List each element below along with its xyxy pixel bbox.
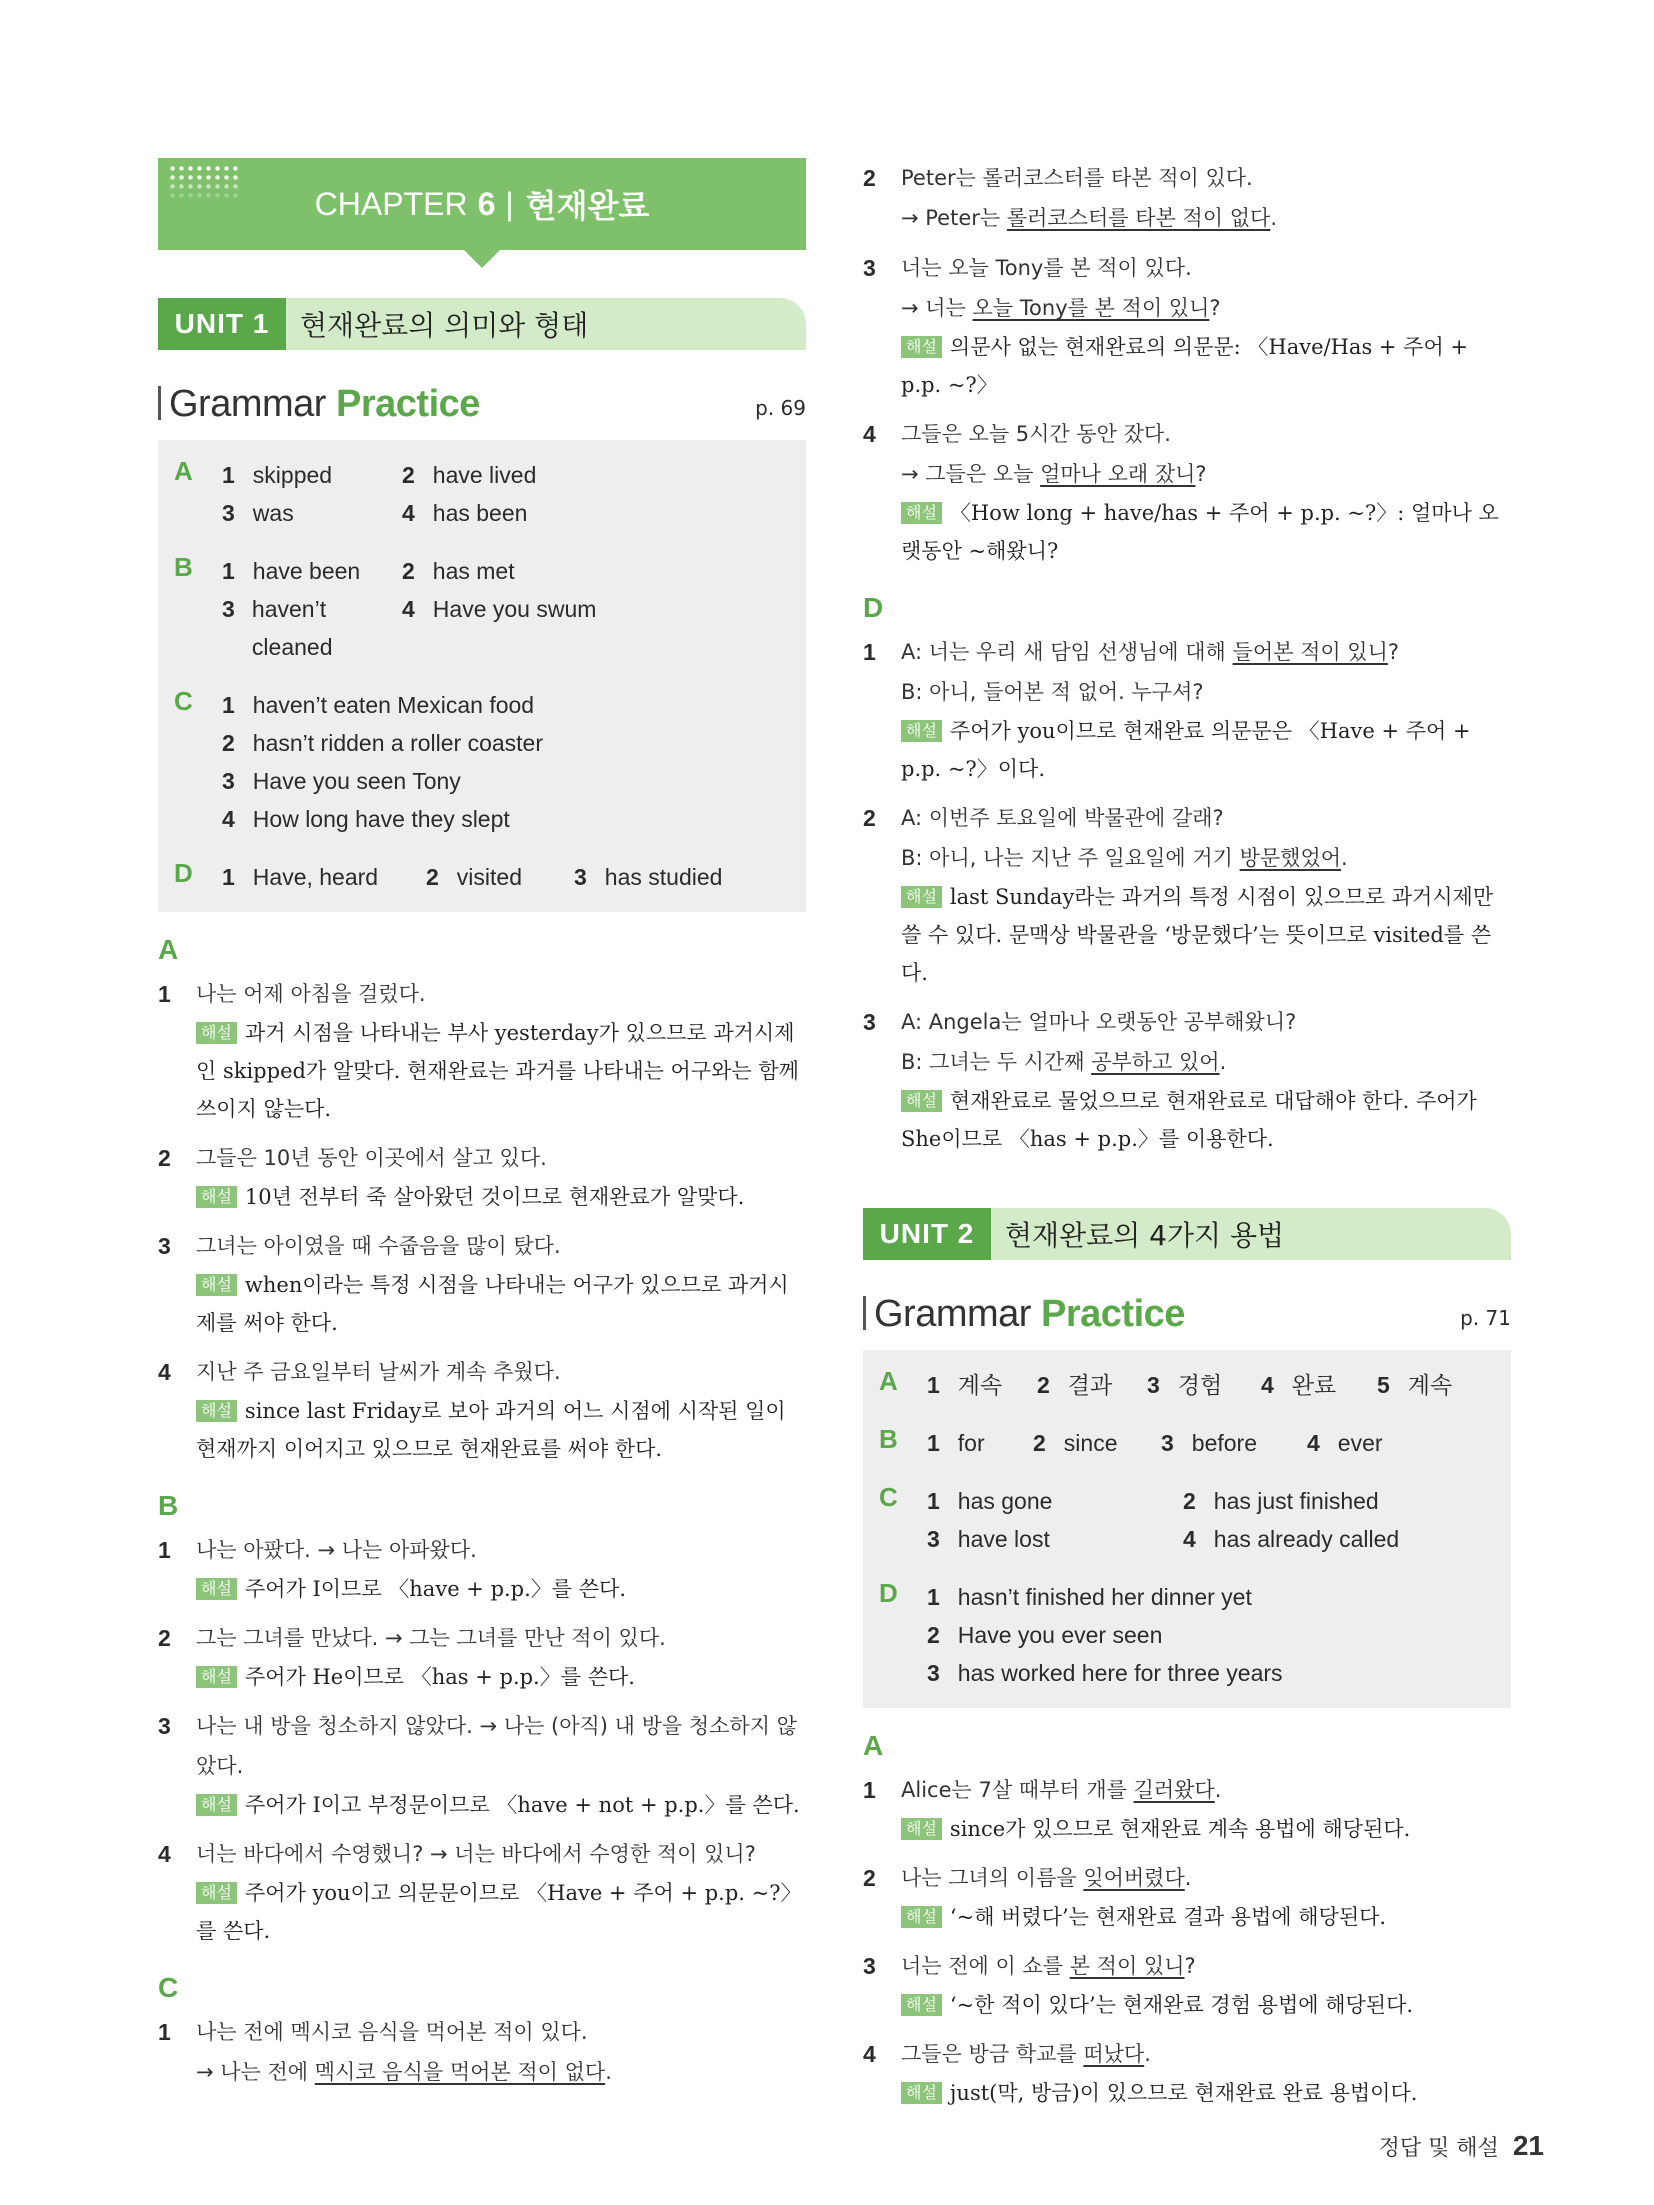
explanation-text: 주어가 I이고 부정문이므로 〈have + not + p.p.〉를 쓴다.: [244, 1793, 800, 1817]
group-label: B: [879, 1424, 898, 1454]
explanation-item: [863, 2034, 1511, 2112]
answer-group-d: [174, 858, 788, 896]
answer-group-b: [174, 552, 788, 666]
explanation-badge: 해설: [196, 1794, 237, 1816]
page-number: 21: [1512, 2130, 1544, 2161]
item-number: 2: [158, 1625, 171, 1651]
dialogue-line: B: 아니, 들어본 적 없어. 누구셔?: [901, 680, 1204, 704]
unit1-header: [158, 298, 806, 350]
explanation-item: [863, 632, 1511, 788]
underlined-answer: 떠났다: [1083, 2042, 1145, 2066]
footer-label: 정답 및 해설: [1378, 2136, 1499, 2161]
item-number: 3: [927, 1526, 940, 1552]
explanation-item: [158, 1226, 806, 1342]
item-number: 1: [158, 981, 171, 1007]
sentence-part: ?: [1184, 1954, 1196, 1978]
group-label: C: [174, 686, 193, 716]
explanation-item: [158, 1834, 806, 1950]
explanation-badge: 해설: [901, 886, 942, 908]
sentence-part: .: [605, 2060, 612, 2084]
item-number: 3: [863, 1953, 876, 1979]
explanation: [901, 878, 1511, 992]
korean-sentence: 그들은 오늘 5시간 동안 잤다.: [901, 422, 1171, 446]
explanation-text: last Sunday라는 과거의 특정 시점이 있으므로 과거시제만 쓸 수 있다. 문맥상 박물관을 ‘방문했다’는 뜻이므로 visited를 쓴다.: [901, 885, 1494, 985]
unit2-page-ref: p. 71: [1460, 1306, 1511, 1330]
banner-notch: [464, 250, 500, 268]
sentence-part: .: [1144, 2042, 1151, 2066]
explanation-badge: 해설: [196, 1400, 237, 1422]
item-number: 4: [863, 421, 876, 447]
explanation-item: [158, 2012, 806, 2092]
heading-bar: [158, 386, 161, 420]
left-column: [158, 158, 806, 2102]
explanation-text: 〈How long + have/has + 주어 + p.p. ~?〉: 얼마나 오랫동안 ~해왔니?: [901, 501, 1499, 563]
explanation-item: [863, 248, 1511, 404]
underlined-answer: 본 적이 있니: [1069, 1954, 1185, 1978]
page-footer: [1379, 2130, 1544, 2162]
item-number: 3: [927, 1660, 940, 1686]
item-number: 3: [574, 864, 587, 890]
unit2-grammar-practice-heading: [863, 1286, 1511, 1336]
item-number: 4: [1261, 1372, 1274, 1398]
explanation-badge: 해설: [901, 502, 942, 524]
sentence-part: → 나는 전에: [196, 2060, 315, 2084]
item-number: 2: [426, 864, 439, 890]
explanation: [196, 1874, 806, 1950]
underlined-answer: 길러왔다: [1133, 1778, 1215, 1802]
converted-sentence: [901, 454, 1511, 494]
answer-group-a: [879, 1366, 1493, 1404]
right-column: [863, 158, 1511, 2122]
explanation-badge: 해설: [196, 1666, 237, 1688]
korean-sentence: 나는 어제 아침을 걸렀다.: [196, 982, 426, 1006]
korean-sentence: [901, 1770, 1511, 1810]
item-number: 1: [927, 1488, 940, 1514]
item-number: 2: [863, 1865, 876, 1891]
underlined-answer: 방문했었어: [1239, 846, 1342, 870]
answer-text: since: [1063, 1430, 1118, 1456]
underlined-answer: 공부하고 있어: [1091, 1050, 1220, 1074]
item-number: 3: [222, 596, 235, 622]
explanation: [901, 712, 1511, 788]
underlined-answer: 멕시코 음식을 먹어본 적이 없다: [314, 2060, 606, 2084]
answer-text: Have you seen Tony: [252, 768, 461, 794]
gp-word-grammar: Grammar: [169, 383, 326, 425]
sentence-part: .: [1184, 1866, 1192, 1890]
answer-text: hasn’t finished her dinner yet: [957, 1584, 1252, 1610]
explanation-item: [863, 414, 1511, 570]
item-number: 3: [158, 1233, 171, 1259]
korean-sentence: 너는 바다에서 수영했니? → 너는 바다에서 수영한 적이 있니?: [196, 1842, 756, 1866]
explanation: [901, 328, 1511, 404]
explanation: [901, 1810, 1511, 1848]
answer-text: 계속: [957, 1372, 1003, 1398]
korean-sentence: 지난 주 금요일부터 날씨가 계속 추웠다.: [196, 1360, 561, 1384]
explanation-text: 현재완료로 물었으므로 현재완료로 대답해야 한다. 주어가 She이므로 〈has + p.p.〉를 이용한다.: [901, 1089, 1477, 1151]
explanation-badge: 해설: [196, 1882, 237, 1904]
explanation: [196, 1266, 806, 1342]
explanation-badge: 해설: [196, 1274, 237, 1296]
explanation: [901, 1898, 1511, 1936]
explanation: [196, 1014, 806, 1128]
answer-text: Have you swum: [432, 596, 597, 622]
sentence-part: .: [1270, 206, 1278, 230]
unit2-header: [863, 1208, 1511, 1260]
explanation: [196, 1178, 806, 1216]
explanation-item: [863, 1858, 1511, 1936]
gp-word-practice: Practice: [1041, 1293, 1185, 1335]
answer-group-d: [879, 1578, 1493, 1692]
group-label: A: [174, 456, 193, 486]
explanation-item: [158, 1618, 806, 1696]
chapter-separator: |: [505, 185, 514, 222]
explanation-item: [863, 158, 1511, 238]
unit1-tag: UNIT 1: [158, 298, 286, 350]
sentence-part: ?: [1387, 640, 1400, 664]
explanation-badge: 해설: [901, 1994, 942, 2016]
item-number: 2: [402, 558, 415, 584]
sentence-part: Alice는 7살 때부터 개를: [901, 1778, 1134, 1802]
answer-text: have lost: [957, 1526, 1050, 1552]
answer-text: for: [957, 1430, 985, 1456]
answer-group-c: [879, 1482, 1493, 1558]
explanation-badge: 해설: [901, 1090, 942, 1112]
gp-word-practice: Practice: [336, 383, 480, 425]
explanation-badge: 해설: [901, 720, 942, 742]
sentence-part: A: 너는 우리 새 담임 선생님에 대해: [901, 640, 1233, 664]
item-number: 1: [927, 1430, 940, 1456]
korean-sentence: 그들은 10년 동안 이곳에서 살고 있다.: [196, 1146, 547, 1170]
explanation-item: [158, 974, 806, 1128]
answer-text: has met: [432, 558, 515, 584]
dialogue-line: A: Angela는 얼마나 오랫동안 공부해왔니?: [901, 1010, 1297, 1034]
explanation-item: [863, 1002, 1511, 1158]
item-number: 3: [863, 255, 876, 281]
answer-text: has been: [432, 500, 528, 526]
korean-sentence: [901, 1946, 1511, 1986]
item-number: 2: [1033, 1430, 1046, 1456]
sentence-part: ?: [1209, 296, 1221, 320]
section-b-label: B: [158, 1490, 179, 1521]
group-label: D: [174, 858, 193, 888]
item-number: 3: [158, 1713, 171, 1739]
item-number: 1: [222, 864, 235, 890]
item-number: 3: [863, 1009, 876, 1035]
korean-sentence: 그는 그녀를 만났다. → 그는 그녀를 만난 적이 있다.: [196, 1626, 666, 1650]
chapter-number: 6: [477, 185, 496, 222]
explanation-text: when이라는 특정 시점을 나타내는 어구가 있으므로 과거시제를 써야 한다.: [196, 1273, 789, 1335]
korean-sentence: Peter는 롤러코스터를 타본 적이 있다.: [901, 166, 1253, 190]
explanation: [901, 1986, 1511, 2024]
answer-text: has worked here for three years: [957, 1660, 1283, 1686]
group-label: B: [174, 552, 193, 582]
item-number: 1: [927, 1372, 940, 1398]
answer-text: has gone: [957, 1488, 1053, 1514]
item-number: 2: [1183, 1488, 1196, 1514]
dialogue-line: A: 이번주 토요일에 박물관에 갈래?: [901, 806, 1224, 830]
answer-text: have lived: [432, 462, 537, 488]
item-number: 4: [222, 806, 235, 832]
answer-text: has studied: [604, 864, 723, 890]
gp-word-grammar: Grammar: [874, 1293, 1031, 1335]
explanation-text: ‘~한 적이 있다’는 현재완료 경험 용법에 해당된다.: [949, 1993, 1414, 2017]
item-number: 2: [1037, 1372, 1050, 1398]
sentence-part: → Peter는: [901, 206, 1007, 230]
explanation-text: since last Friday로 보아 과거의 어느 시점에 시작된 일이 현재까지 이어지고 있으므로 현재완료를 써야 한다.: [196, 1399, 786, 1461]
answer-text: has already called: [1213, 1526, 1400, 1552]
dialogue-line: [901, 838, 1511, 878]
answer-text: haven’t cleaned: [251, 596, 333, 660]
converted-sentence: [196, 2052, 806, 2092]
explanation: [196, 1570, 806, 1608]
item-number: 3: [1147, 1372, 1160, 1398]
answer-text: ever: [1337, 1430, 1383, 1456]
explanation-text: 의문사 없는 현재완료의 의문문: 〈Have/Has + 주어 + p.p. ~?〉: [901, 335, 1469, 397]
sentence-part: B: 그녀는 두 시간째: [901, 1050, 1092, 1074]
korean-sentence: 너는 오늘 Tony를 본 적이 있다.: [901, 256, 1192, 280]
explanation-badge: 해설: [901, 336, 942, 358]
explanation: [196, 1786, 806, 1824]
item-number: 3: [222, 768, 235, 794]
answer-text: haven’t eaten Mexican food: [252, 692, 535, 718]
answer-text: 계속: [1407, 1372, 1453, 1398]
group-label: D: [879, 1578, 898, 1608]
item-number: 4: [863, 2041, 876, 2067]
explanation-badge: 해설: [901, 1906, 942, 1928]
sentence-part: 너는 전에 이 쇼를: [901, 1954, 1070, 1978]
item-number: 1: [222, 462, 235, 488]
unit2-tag: UNIT 2: [863, 1208, 991, 1260]
item-number: 5: [1377, 1372, 1390, 1398]
item-number: 1: [158, 2019, 171, 2045]
korean-sentence: 그녀는 아이였을 때 수줍음을 많이 탔다.: [196, 1234, 561, 1258]
sentence-part: .: [1341, 846, 1348, 870]
section-a-label: A: [158, 934, 179, 965]
answer-text: was: [252, 500, 294, 526]
section-a-label: A: [863, 1730, 884, 1761]
sentence-part: 그들은 방금 학교를: [901, 2042, 1084, 2066]
item-number: 1: [158, 1537, 171, 1563]
explanation: [196, 1392, 806, 1468]
item-number: 4: [1307, 1430, 1320, 1456]
item-number: 4: [402, 500, 415, 526]
sentence-part: .: [1214, 1778, 1222, 1802]
answer-text: visited: [456, 864, 522, 890]
underlined-answer: 오늘 Tony를 본 적이 있니: [972, 296, 1210, 320]
item-number: 4: [1183, 1526, 1196, 1552]
answer-group-c: [174, 686, 788, 838]
item-number: 3: [222, 500, 235, 526]
explanation-item: [863, 1946, 1511, 2024]
explanation: [901, 1082, 1511, 1158]
answer-text: have been: [252, 558, 361, 584]
explanation-item: [863, 1770, 1511, 1848]
explanation-badge: 해설: [901, 2082, 942, 2104]
unit1-title: 현재완료의 의미와 형태: [300, 309, 589, 342]
underlined-answer: 롤러코스터를 타본 적이 없다: [1006, 206, 1271, 230]
group-label: C: [879, 1482, 898, 1512]
sentence-part: B: 아니, 나는 지난 주 일요일에 거기: [901, 846, 1240, 870]
underlined-answer: 들어본 적이 있니: [1232, 640, 1388, 664]
dialogue-line: [901, 632, 1511, 672]
underlined-answer: 잊어버렸다: [1083, 1866, 1185, 1890]
sentence-part: → 너는: [901, 296, 973, 320]
converted-sentence: [901, 198, 1511, 238]
answer-group-b: [879, 1424, 1493, 1462]
item-number: 4: [402, 596, 415, 622]
answer-text: has just finished: [1213, 1488, 1379, 1514]
korean-sentence: 나는 내 방을 청소하지 않았다. → 나는 (아직) 내 방을 청소하지 않았다.: [196, 1714, 797, 1778]
explanation-text: 주어가 you이고 의문문이므로 〈Have + 주어 + p.p. ~?〉를 쓴다.: [196, 1881, 802, 1943]
answer-text: Have you ever seen: [957, 1622, 1163, 1648]
explanation: [901, 494, 1511, 570]
item-number: 2: [222, 730, 235, 756]
item-number: 1: [863, 1777, 876, 1803]
section-d-label: D: [863, 592, 884, 623]
explanation-text: ‘~해 버렸다’는 현재완료 결과 용법에 해당된다.: [949, 1905, 1387, 1929]
unit1-answer-box: [158, 440, 806, 912]
section-c-label: C: [158, 1972, 179, 2003]
unit2-answer-box: [863, 1350, 1511, 1708]
unit2-title: 현재완료의 4가지 용법: [1005, 1219, 1285, 1252]
explanation-item: [158, 1352, 806, 1468]
sentence-part: → 그들은 오늘: [901, 462, 1041, 486]
answer-text: Have, heard: [252, 864, 379, 890]
sentence-part: .: [1219, 1050, 1227, 1074]
korean-sentence: [901, 2034, 1511, 2074]
item-number: 4: [158, 1841, 171, 1867]
item-number: 2: [863, 805, 876, 831]
answer-text: 경험: [1177, 1372, 1223, 1398]
unit1-page-ref: p. 69: [755, 396, 806, 420]
explanation-text: 주어가 He이므로 〈has + p.p.〉를 쓴다.: [244, 1665, 635, 1689]
korean-sentence: [901, 1858, 1511, 1898]
explanation-badge: 해설: [901, 1818, 942, 1840]
item-number: 2: [158, 1145, 171, 1171]
explanation-text: 주어가 you이므로 현재완료 의문문은 〈Have + 주어 + p.p. ~?〉이다.: [901, 719, 1471, 781]
explanation-text: 10년 전부터 죽 살아왔던 것이므로 현재완료가 알맞다.: [244, 1185, 745, 1209]
item-number: 3: [1161, 1430, 1174, 1456]
explanation-text: since가 있으므로 현재완료 계속 용법에 해당된다.: [949, 1817, 1411, 1841]
answer-text: 완료: [1291, 1372, 1337, 1398]
heading-bar: [863, 1296, 866, 1330]
item-number: 1: [222, 558, 235, 584]
underlined-answer: 얼마나 오래 잤니: [1040, 462, 1196, 486]
explanation-badge: 해설: [196, 1578, 237, 1600]
explanation-text: 과거 시점을 나타내는 부사 yesterday가 있으므로 과거시제인 skipped가 알맞다. 현재완료는 과거를 나타내는 어구와는 함께 쓰이지 않는다.: [196, 1021, 799, 1121]
explanation-item: [158, 1706, 806, 1824]
explanation-badge: 해설: [196, 1186, 237, 1208]
dot-pattern-decoration: [168, 164, 238, 204]
answer-text: hasn’t ridden a roller coaster: [252, 730, 544, 756]
item-number: 2: [402, 462, 415, 488]
explanation: [901, 2074, 1511, 2112]
explanation-text: just(막, 방금)이 있으므로 현재완료 완료 용법이다.: [949, 2081, 1418, 2105]
chapter-banner: [158, 158, 806, 250]
item-number: 2: [863, 165, 876, 191]
item-number: 2: [927, 1622, 940, 1648]
answer-text: before: [1191, 1430, 1258, 1456]
sentence-part: ?: [1195, 462, 1207, 486]
dialogue-line: [901, 1042, 1511, 1082]
explanation-item: [158, 1138, 806, 1216]
converted-sentence: [901, 288, 1511, 328]
chapter-title: 현재완료: [525, 188, 650, 224]
explanation-text: 주어가 I이므로 〈have + p.p.〉를 쓴다.: [244, 1577, 627, 1601]
answer-group-a: [174, 456, 788, 532]
item-number: 1: [222, 692, 235, 718]
unit1-grammar-practice-heading: [158, 376, 806, 426]
sentence-part: 나는 그녀의 이름을: [901, 1866, 1084, 1890]
item-number: 1: [863, 639, 876, 665]
explanation: [196, 1658, 806, 1696]
explanation-badge: 해설: [196, 1022, 237, 1044]
korean-sentence: 나는 전에 멕시코 음식을 먹어본 적이 있다.: [196, 2020, 588, 2044]
explanation-item: [863, 798, 1511, 992]
item-number: 4: [158, 1359, 171, 1385]
answer-text: How long have they slept: [252, 806, 510, 832]
chapter-label: CHAPTER: [314, 185, 468, 222]
group-label: A: [879, 1366, 898, 1396]
item-number: 1: [927, 1584, 940, 1610]
answer-text: 결과: [1067, 1372, 1113, 1398]
explanation-item: [158, 1530, 806, 1608]
answer-text: skipped: [252, 462, 333, 488]
korean-sentence: 나는 아팠다. → 나는 아파왔다.: [196, 1538, 477, 1562]
